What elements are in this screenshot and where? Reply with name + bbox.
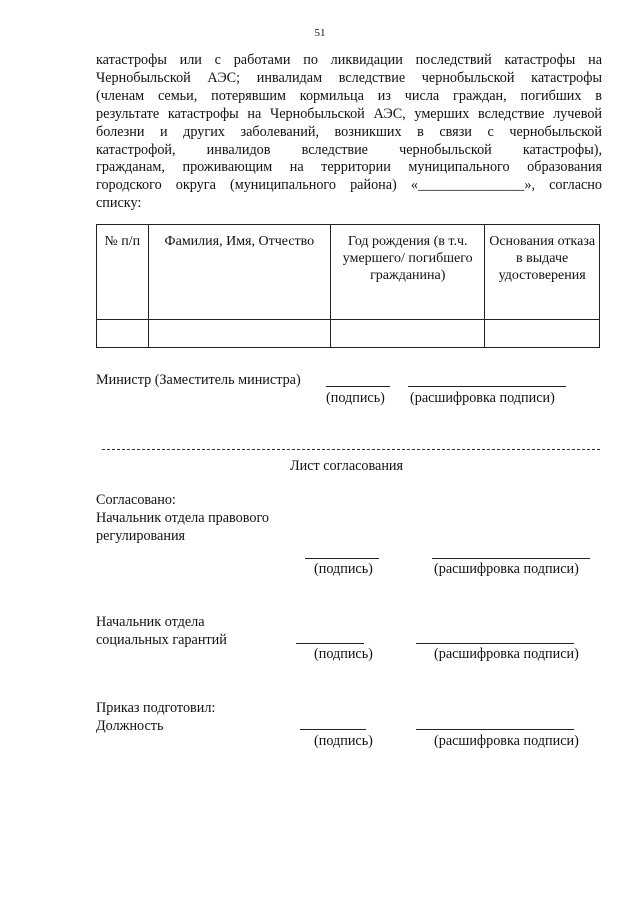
table-header-row bbox=[97, 225, 600, 320]
intro-paragraph bbox=[96, 52, 602, 213]
approver-position: регулирования bbox=[96, 528, 186, 544]
minister-decoding-line bbox=[408, 386, 566, 387]
paragraph-line: катастрофы или с работами по ликвидации последствий катастрофы на bbox=[96, 52, 602, 68]
paragraph-line: (членам семьи, потерявшим кормильца из числа граждан, погибших в bbox=[96, 87, 602, 104]
approver-position: Должность bbox=[96, 718, 164, 734]
header-refusal-reason: Основания отказа в выдаче удостоверения bbox=[485, 225, 600, 320]
paragraph-line: списку: bbox=[96, 195, 142, 212]
paragraph-line: Чернобыльской АЭС; инвалидам вследствие чернобыльской катастрофы bbox=[96, 69, 602, 86]
paragraph-line: городского округа (муниципального района) «_______________», согласно bbox=[96, 177, 602, 194]
signature-caption: (подпись) bbox=[314, 733, 373, 749]
approval-sheet-title: Лист согласования bbox=[290, 458, 404, 474]
minister-signature-caption: (подпись) bbox=[326, 390, 385, 406]
minister-label: Министр (Заместитель министра) bbox=[96, 372, 301, 388]
table-cell bbox=[331, 320, 485, 348]
signature-line bbox=[300, 729, 366, 730]
approver-position: Начальник отдела правового bbox=[96, 510, 269, 526]
decoding-caption: (расшифровка подписи) bbox=[434, 646, 579, 662]
decoding-caption: (расшифровка подписи) bbox=[434, 561, 579, 577]
signature-line bbox=[296, 643, 364, 644]
cut-line-divider bbox=[102, 449, 600, 450]
table-cell bbox=[148, 320, 331, 348]
signature-caption: (подпись) bbox=[314, 561, 373, 577]
approver-position: Начальник отдела bbox=[96, 614, 205, 630]
agreed-label: Согласовано: bbox=[96, 492, 176, 508]
paragraph-line: результате катастрофы на Чернобыльской АЭС, умерших вследствие лучевой bbox=[96, 105, 602, 122]
header-full-name: Фамилия, Имя, Отчество bbox=[148, 225, 331, 320]
citizens-table bbox=[96, 224, 600, 348]
approver-position: социальных гарантий bbox=[96, 632, 227, 648]
paragraph-line: катастрофой, инвалидов вследствие чернобыльской катастрофы), bbox=[96, 141, 602, 158]
paragraph-line: болезни и других заболеваний, возникших в связи с чернобыльской bbox=[96, 123, 602, 140]
table-cell bbox=[485, 320, 600, 348]
decoding-line bbox=[416, 643, 574, 644]
paragraph-line: гражданам, проживающим на территории муниципального образования bbox=[96, 159, 602, 176]
header-birth-year: Год рождения (в т.ч. умершего/ погибшего гражданина) bbox=[331, 225, 485, 320]
signature-caption: (подпись) bbox=[314, 646, 373, 662]
page-number: 51 bbox=[314, 27, 326, 39]
minister-signature-line bbox=[326, 386, 390, 387]
minister-decoding-caption: (расшифровка подписи) bbox=[410, 390, 555, 406]
table-cell bbox=[97, 320, 149, 348]
approver-position: Приказ подготовил: bbox=[96, 700, 216, 716]
decoding-line bbox=[432, 558, 590, 559]
decoding-line bbox=[416, 729, 574, 730]
header-number: № п/п bbox=[97, 225, 149, 320]
decoding-caption: (расшифровка подписи) bbox=[434, 733, 579, 749]
table-row bbox=[97, 320, 600, 348]
signature-line bbox=[305, 558, 379, 559]
